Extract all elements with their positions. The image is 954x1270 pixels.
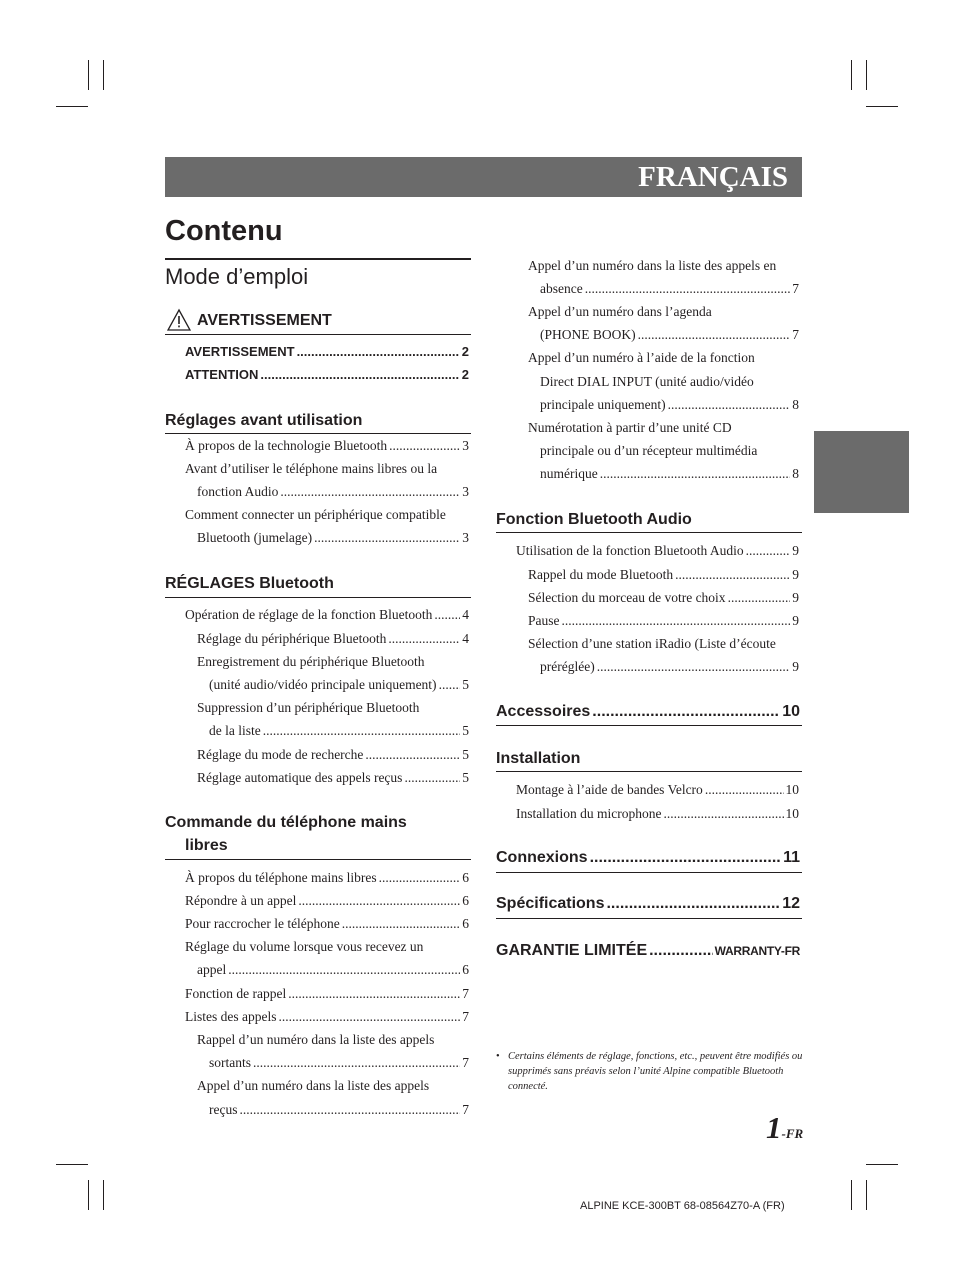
toc-entry-line: Sélection d’une station iRadio (Liste d’écoute xyxy=(528,636,776,651)
page-number: 1-FR xyxy=(766,1110,804,1145)
toc-entry-line: Enregistrement du périphérique Bluetooth xyxy=(197,654,425,669)
toc-entry[interactable]: Réglage du périphérique Bluetooth ..... 4 xyxy=(197,630,469,647)
toc-entry[interactable]: Montage à l’aide de bandes Velcro ..... 10 xyxy=(516,781,799,798)
toc-entry[interactable]: À propos de la technologie Bluetooth ..... 3 xyxy=(185,437,469,454)
toc-heading: Fonction Bluetooth Audio xyxy=(496,511,692,528)
toc-entry-line: Réglage du volume lorsque vous recevez un xyxy=(185,939,424,954)
heading-rule xyxy=(496,725,802,726)
footnote xyxy=(496,1049,806,1094)
warning-rule xyxy=(165,334,471,335)
toc-entry[interactable]: (PHONE BOOK) ..... 7 xyxy=(540,326,799,343)
toc-entry-line: Appel d’un numéro à l’aide de la fonction xyxy=(528,350,755,365)
heading-rule xyxy=(496,872,802,873)
language-title: FRANÇAIS xyxy=(638,161,788,193)
toc-entry[interactable]: À propos du téléphone mains libres ..... 6 xyxy=(185,869,469,886)
toc-heading: Commande du téléphone mains xyxy=(165,814,407,831)
section-title: Mode d’emploi xyxy=(165,264,309,289)
toc-entry[interactable]: fonction Audio ..... 3 xyxy=(197,483,469,500)
page-title: Contenu xyxy=(165,215,283,247)
toc-heading: Installation xyxy=(496,750,581,767)
heading-rule xyxy=(496,918,802,919)
toc-entry[interactable]: Utilisation de la fonction Bluetooth Audio ..... 9 xyxy=(516,542,799,559)
toc-entry-line: Appel d’un numéro dans l’agenda xyxy=(528,304,712,319)
warning-heading: AVERTISSEMENT xyxy=(197,312,332,329)
toc-entry[interactable]: Listes des appels ..... 7 xyxy=(185,1008,469,1025)
language-banner xyxy=(165,157,802,197)
toc-entry[interactable]: Réglage automatique des appels reçus ..... 5 xyxy=(197,769,469,786)
toc-entry[interactable]: reçus ..... 7 xyxy=(209,1101,469,1118)
toc-heading: Réglages avant utilisation xyxy=(165,412,363,429)
section-rule xyxy=(165,258,471,260)
toc-heading: RÉGLAGES Bluetooth xyxy=(165,575,334,592)
toc-entry[interactable]: numérique ..... 8 xyxy=(540,465,799,482)
toc-entry[interactable]: principale uniquement) ..... 8 xyxy=(540,396,799,413)
toc-entry[interactable]: appel ..... 6 xyxy=(197,961,469,978)
heading-rule xyxy=(165,597,471,598)
heading-rule xyxy=(496,532,802,533)
toc-entry[interactable]: ATTENTION ..... 2 xyxy=(185,366,469,383)
heading-rule xyxy=(496,771,802,772)
toc-entry[interactable]: Connexions ..... 11 xyxy=(496,848,800,868)
toc-entry[interactable]: Spécifications ..... 12 xyxy=(496,894,800,914)
heading-rule xyxy=(165,433,471,434)
toc-entry-line: principale ou d’un récepteur multimédia xyxy=(540,443,758,458)
toc-entry[interactable]: AVERTISSEMENT ..... 2 xyxy=(185,343,469,360)
toc-entry[interactable]: préréglée) ..... 9 xyxy=(540,658,799,675)
toc-entry[interactable]: Rappel du mode Bluetooth ..... 9 xyxy=(528,566,799,583)
bullet-icon: • xyxy=(496,1051,500,1062)
toc-entry[interactable]: Bluetooth (jumelage) ..... 3 xyxy=(197,529,469,546)
toc-entry[interactable]: GARANTIE LIMITÉE ..... WARRANTY-FR xyxy=(496,941,800,961)
toc-entry[interactable]: Pause ..... 9 xyxy=(528,612,799,629)
toc-entry[interactable]: absence ..... 7 xyxy=(540,280,799,297)
footnote-text: Certains éléments de réglage, fonctions, etc., peuvent être modifiés ou supprimés sans préavis selon l’unité Alpine compatible Bluetooth connecté. xyxy=(508,1051,803,1092)
toc-entry[interactable]: Répondre à un appel ..... 6 xyxy=(185,892,469,909)
toc-entry[interactable]: Pour raccrocher le téléphone ..... 6 xyxy=(185,915,469,932)
toc-entry[interactable]: Fonction de rappel ..... 7 xyxy=(185,985,469,1002)
footer-code: ALPINE KCE-300BT 68-08564Z70-A (FR) xyxy=(580,1200,785,1212)
side-tab xyxy=(814,431,909,513)
toc-entry-line: Suppression d’un périphérique Bluetooth xyxy=(197,700,420,715)
toc-heading-line: libres xyxy=(185,837,228,854)
toc-entry-line: Numérotation à partir d’une unité CD xyxy=(528,420,732,435)
toc-entry-line: Direct DIAL INPUT (unité audio/vidéo xyxy=(540,374,754,389)
warning-triangle-icon xyxy=(167,308,191,332)
heading-rule xyxy=(165,859,471,860)
toc-entry[interactable]: Installation du microphone ..... 10 xyxy=(516,805,799,822)
toc-entry-line: Avant d’utiliser le téléphone mains libres ou la xyxy=(185,461,438,476)
toc-entry-line: Comment connecter un périphérique compatible xyxy=(185,507,446,522)
toc-entry[interactable]: de la liste ..... 5 xyxy=(209,722,469,739)
toc-entry-line: Appel d’un numéro dans la liste des appels xyxy=(197,1078,430,1093)
toc-entry-line: Appel d’un numéro dans la liste des appels en xyxy=(528,258,777,273)
toc-entry[interactable]: (unité audio/vidéo principale uniquement) ..... 5 xyxy=(209,676,469,693)
toc-entry[interactable]: sortants ..... 7 xyxy=(209,1054,469,1071)
toc-entry[interactable]: Réglage du mode de recherche ..... 5 xyxy=(197,746,469,763)
toc-entry[interactable]: Opération de réglage de la fonction Bluetooth ..... 4 xyxy=(185,606,469,623)
toc-entry[interactable]: Sélection du morceau de votre choix ..... 9 xyxy=(528,589,799,606)
toc-entry[interactable]: Accessoires ..... 10 xyxy=(496,702,800,722)
toc-entry-line: Rappel d’un numéro dans la liste des appels xyxy=(197,1032,435,1047)
